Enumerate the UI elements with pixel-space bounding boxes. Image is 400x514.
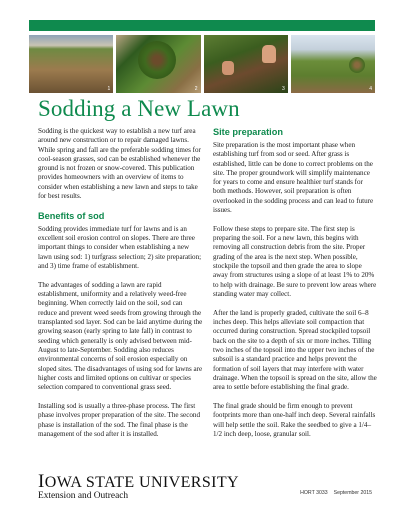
benefits-paragraph-3: Installing sod is usually a three-phase process. The first phase involves proper preparation of the site. The second phase is installation of the sod. The final phase is the management of the sod after it is installed. (38, 401, 200, 438)
photo-sod-field (29, 35, 113, 93)
wordmark-rest: OWA STATE UNIVERSITY (44, 474, 239, 491)
university-wordmark (38, 471, 239, 492)
sod-roll-shape (349, 57, 365, 73)
photo-hands-sod (204, 35, 288, 93)
publication-number: HORT 3033 (300, 490, 328, 496)
benefits-paragraph-2: The advantages of sodding a lawn are rapid establishment, uniformity and a relatively weed-free beginning. When correctly laid on the soil, sod can reduce and prevent weed seeds from growing through the transplanted sod layer. Sod can be laid anytime during the growing season (early spring to late fall) in contrast to seeding which generally is only advised between mid-August to late-September. Sodding also reduces environmental concerns of soil erosion especially on sloped sites. The disadvantages of using sod for lawns are higher costs and limited options on cultivar or species selection compared to conventional grass seed. (38, 280, 203, 392)
site-prep-paragraph-3: After the land is properly graded, cultivate the soil 6–8 inches deep. This helps alleviate soil compaction that occurred during construction. Spread stockpiled topsoil back on the site to a depth of six or more inches. Tilling two inches of the topsoil into the upper two inches of the subsoil is a standard practice and helps prevent the formation of soil layers that may interfere with water drainage. When the topsoil is spread on the site, allow the area to settle before establishing the final grade. (213, 308, 377, 392)
sod-roll-shape (138, 41, 176, 79)
page-title: Sodding a New Lawn (38, 96, 240, 121)
section-heading-benefits: Benefits of sod (38, 210, 105, 221)
publication-info (294, 490, 372, 496)
header-photo-strip (29, 35, 375, 93)
section-heading-site-preparation: Site preparation (213, 127, 283, 137)
site-prep-paragraph-2: Follow these steps to prepare site. The first step is preparing the soil. For a new lawn, this begins with removing all construction debris from the site. Proper grading of the area is the next step. When possible, stockpile the topsoil and then grade the area to slope away from structures using a slope of at least 1% to 20% to help with drainage. Be sure to prevent low areas where standing water may collect. (213, 224, 377, 298)
site-prep-paragraph-1: Site preparation is the most important phase when establishing turf from sod or seed. After grass is established, little can be done to correct problems on the site. The proper groundwork will simplify maintenance for years to come and ensure healthier turf stands for both methods. However, soil preparation is often overlooked in the sodding process and can lead to future issues. (213, 141, 374, 215)
hand-shape (222, 61, 234, 75)
extension-wordmark: Extension and Outreach (38, 491, 129, 501)
publication-date: September 2015 (333, 490, 372, 496)
photo-number: 2 (194, 86, 198, 92)
right-column (213, 127, 377, 449)
header-green-bar (29, 20, 375, 31)
photo-installed-lawn (291, 35, 375, 93)
left-column (38, 127, 203, 449)
intro-paragraph: Sodding is the quickest way to establish a new turf area around new construction or to repair damaged lawns. While spring and fall are the preferable sodding times for cool-season grasses, sod can be established whenever the ground is not frozen or snow-covered. This publication provides homeowners with an overview of items to consider when establishing a new lawn and steps to take for best results. (38, 127, 201, 201)
hand-shape (262, 45, 276, 63)
photo-number: 1 (107, 86, 111, 92)
photo-number: 4 (369, 86, 372, 92)
wordmark-initial: I (38, 471, 45, 492)
photo-sod-roll (116, 35, 200, 93)
isu-extension-logo (38, 471, 239, 501)
photo-number: 3 (281, 86, 285, 92)
benefits-paragraph-1: Sodding provides immediate turf for lawns and is an excellent soil erosion control on slopes. There are three important things to consider when establishing a new lawn using sod: 1) turfgrass selection; 2) site preparation; and 3) time frame of establishment. (38, 224, 202, 271)
site-prep-paragraph-4: The final grade should be firm enough to prevent footprints more than one-half inch deep. Several rainfalls will help settle the soil. Rake the seedbed to give a 1/4–1/2 inch deep, loose, granular soil. (213, 401, 376, 438)
